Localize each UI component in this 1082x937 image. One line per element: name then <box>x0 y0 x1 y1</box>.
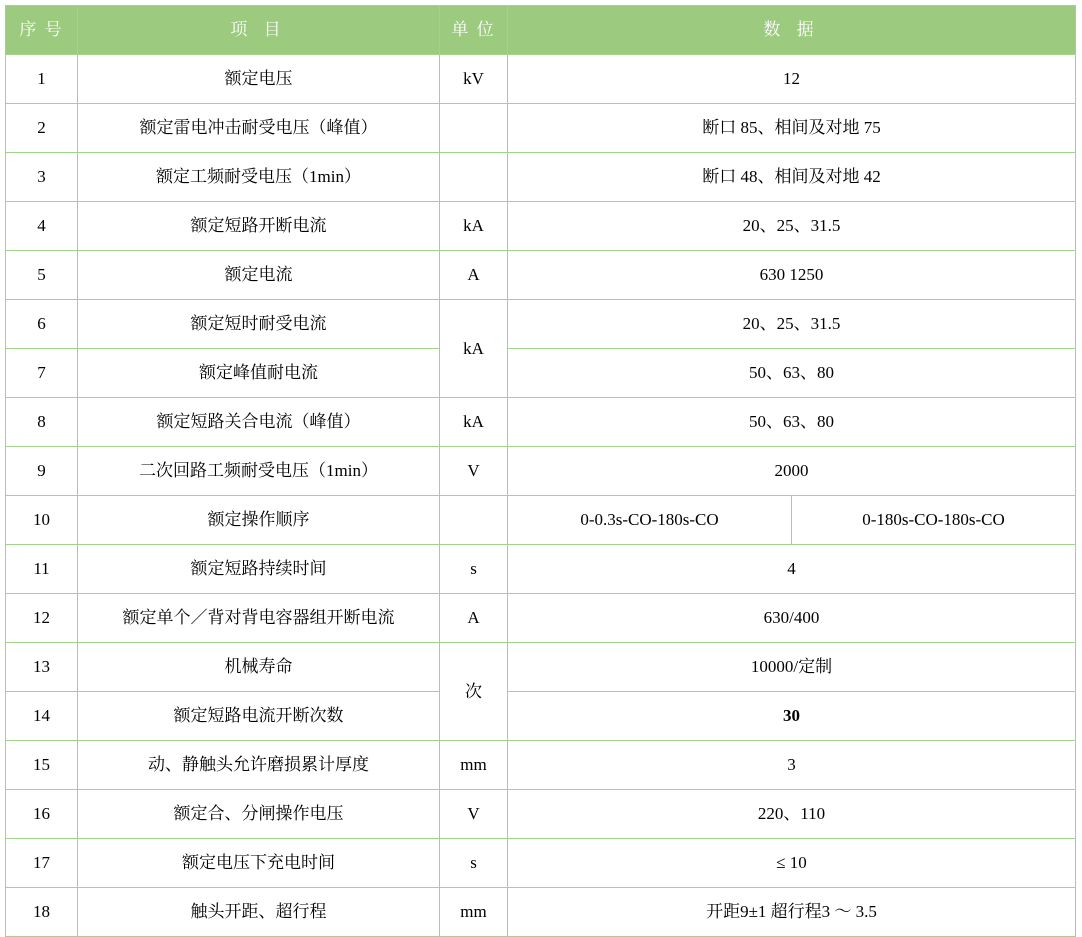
column-header-item: 项 目 <box>78 6 440 55</box>
row-no: 8 <box>6 398 78 447</box>
row-data: 30 <box>508 692 1076 741</box>
row-unit: A <box>440 251 508 300</box>
row-unit: kA <box>440 398 508 447</box>
table-row <box>6 888 1076 937</box>
table-row <box>6 447 1076 496</box>
row-unit: A <box>440 594 508 643</box>
row-item: 额定短路关合电流（峰值） <box>78 398 440 447</box>
table-row <box>6 104 1076 153</box>
row-no: 16 <box>6 790 78 839</box>
row-data: 50、63、80 <box>508 398 1076 447</box>
row-no: 3 <box>6 153 78 202</box>
row-item: 触头开距、超行程 <box>78 888 440 937</box>
row-data: 断口 48、相间及对地 42 <box>508 153 1076 202</box>
table-row <box>6 251 1076 300</box>
table-row <box>6 55 1076 104</box>
row-no: 10 <box>6 496 78 545</box>
table-row <box>6 545 1076 594</box>
row-no: 15 <box>6 741 78 790</box>
table-header-row <box>6 6 1076 55</box>
row-item: 额定电压 <box>78 55 440 104</box>
row-unit: mm <box>440 741 508 790</box>
row-no: 6 <box>6 300 78 349</box>
row-data: ≤ 10 <box>508 839 1076 888</box>
row-item: 额定雷电冲击耐受电压（峰值） <box>78 104 440 153</box>
row-unit: V <box>440 790 508 839</box>
table-row <box>6 202 1076 251</box>
row-no: 4 <box>6 202 78 251</box>
row-data: 2000 <box>508 447 1076 496</box>
row-no: 12 <box>6 594 78 643</box>
row-unit <box>440 104 508 153</box>
row-data-split <box>508 496 1076 545</box>
row-no: 9 <box>6 447 78 496</box>
table-row <box>6 692 1076 741</box>
row-data: 10000/定制 <box>508 643 1076 692</box>
row-unit: s <box>440 545 508 594</box>
row-no: 13 <box>6 643 78 692</box>
column-header-no: 序 号 <box>6 6 78 55</box>
table-row <box>6 643 1076 692</box>
row-unit: kV <box>440 55 508 104</box>
row-item: 动、静触头允许磨损累计厚度 <box>78 741 440 790</box>
table-row <box>6 398 1076 447</box>
column-header-unit: 单 位 <box>440 6 508 55</box>
row-item: 额定工频耐受电压（1min） <box>78 153 440 202</box>
row-data: 20、25、31.5 <box>508 202 1076 251</box>
row-item: 额定合、分闸操作电压 <box>78 790 440 839</box>
row-data: 4 <box>508 545 1076 594</box>
row-item: 额定短路开断电流 <box>78 202 440 251</box>
row-no: 7 <box>6 349 78 398</box>
table-row <box>6 349 1076 398</box>
table-row <box>6 741 1076 790</box>
row-data: 12 <box>508 55 1076 104</box>
row-unit: V <box>440 447 508 496</box>
table-row <box>6 496 1076 545</box>
row-data: 220、110 <box>508 790 1076 839</box>
row-unit <box>440 153 508 202</box>
table-row <box>6 594 1076 643</box>
row-no: 2 <box>6 104 78 153</box>
row-item: 额定单个／背对背电容器组开断电流 <box>78 594 440 643</box>
row-item: 额定短路电流开断次数 <box>78 692 440 741</box>
row-data: 20、25、31.5 <box>508 300 1076 349</box>
row-unit: kA <box>440 202 508 251</box>
row-item: 额定操作顺序 <box>78 496 440 545</box>
row-data: 断口 85、相间及对地 75 <box>508 104 1076 153</box>
row-item: 额定电流 <box>78 251 440 300</box>
table-row <box>6 839 1076 888</box>
row-unit: 次 <box>440 643 508 741</box>
row-data-left: 0-0.3s-CO-180s-CO <box>508 496 792 544</box>
row-no: 11 <box>6 545 78 594</box>
row-unit: mm <box>440 888 508 937</box>
row-data-right: 0-180s-CO-180s-CO <box>862 510 1005 530</box>
row-data: 开距9±1 超行程3 ～ 3.5 <box>508 888 1076 937</box>
table-row <box>6 153 1076 202</box>
column-header-data: 数 据 <box>508 6 1076 55</box>
row-no: 1 <box>6 55 78 104</box>
specification-table <box>5 5 1076 937</box>
row-data: 50、63、80 <box>508 349 1076 398</box>
row-unit: s <box>440 839 508 888</box>
row-item: 额定峰值耐电流 <box>78 349 440 398</box>
row-no: 17 <box>6 839 78 888</box>
row-data: 630 1250 <box>508 251 1076 300</box>
row-item: 机械寿命 <box>78 643 440 692</box>
row-no: 5 <box>6 251 78 300</box>
row-item: 额定短路持续时间 <box>78 545 440 594</box>
row-data: 630/400 <box>508 594 1076 643</box>
table-row <box>6 300 1076 349</box>
row-item: 额定电压下充电时间 <box>78 839 440 888</box>
row-unit: kA <box>440 300 508 398</box>
row-item: 二次回路工频耐受电压（1min） <box>78 447 440 496</box>
table-row <box>6 790 1076 839</box>
row-no: 18 <box>6 888 78 937</box>
row-no: 14 <box>6 692 78 741</box>
row-item: 额定短时耐受电流 <box>78 300 440 349</box>
row-unit <box>440 496 508 545</box>
row-data: 3 <box>508 741 1076 790</box>
